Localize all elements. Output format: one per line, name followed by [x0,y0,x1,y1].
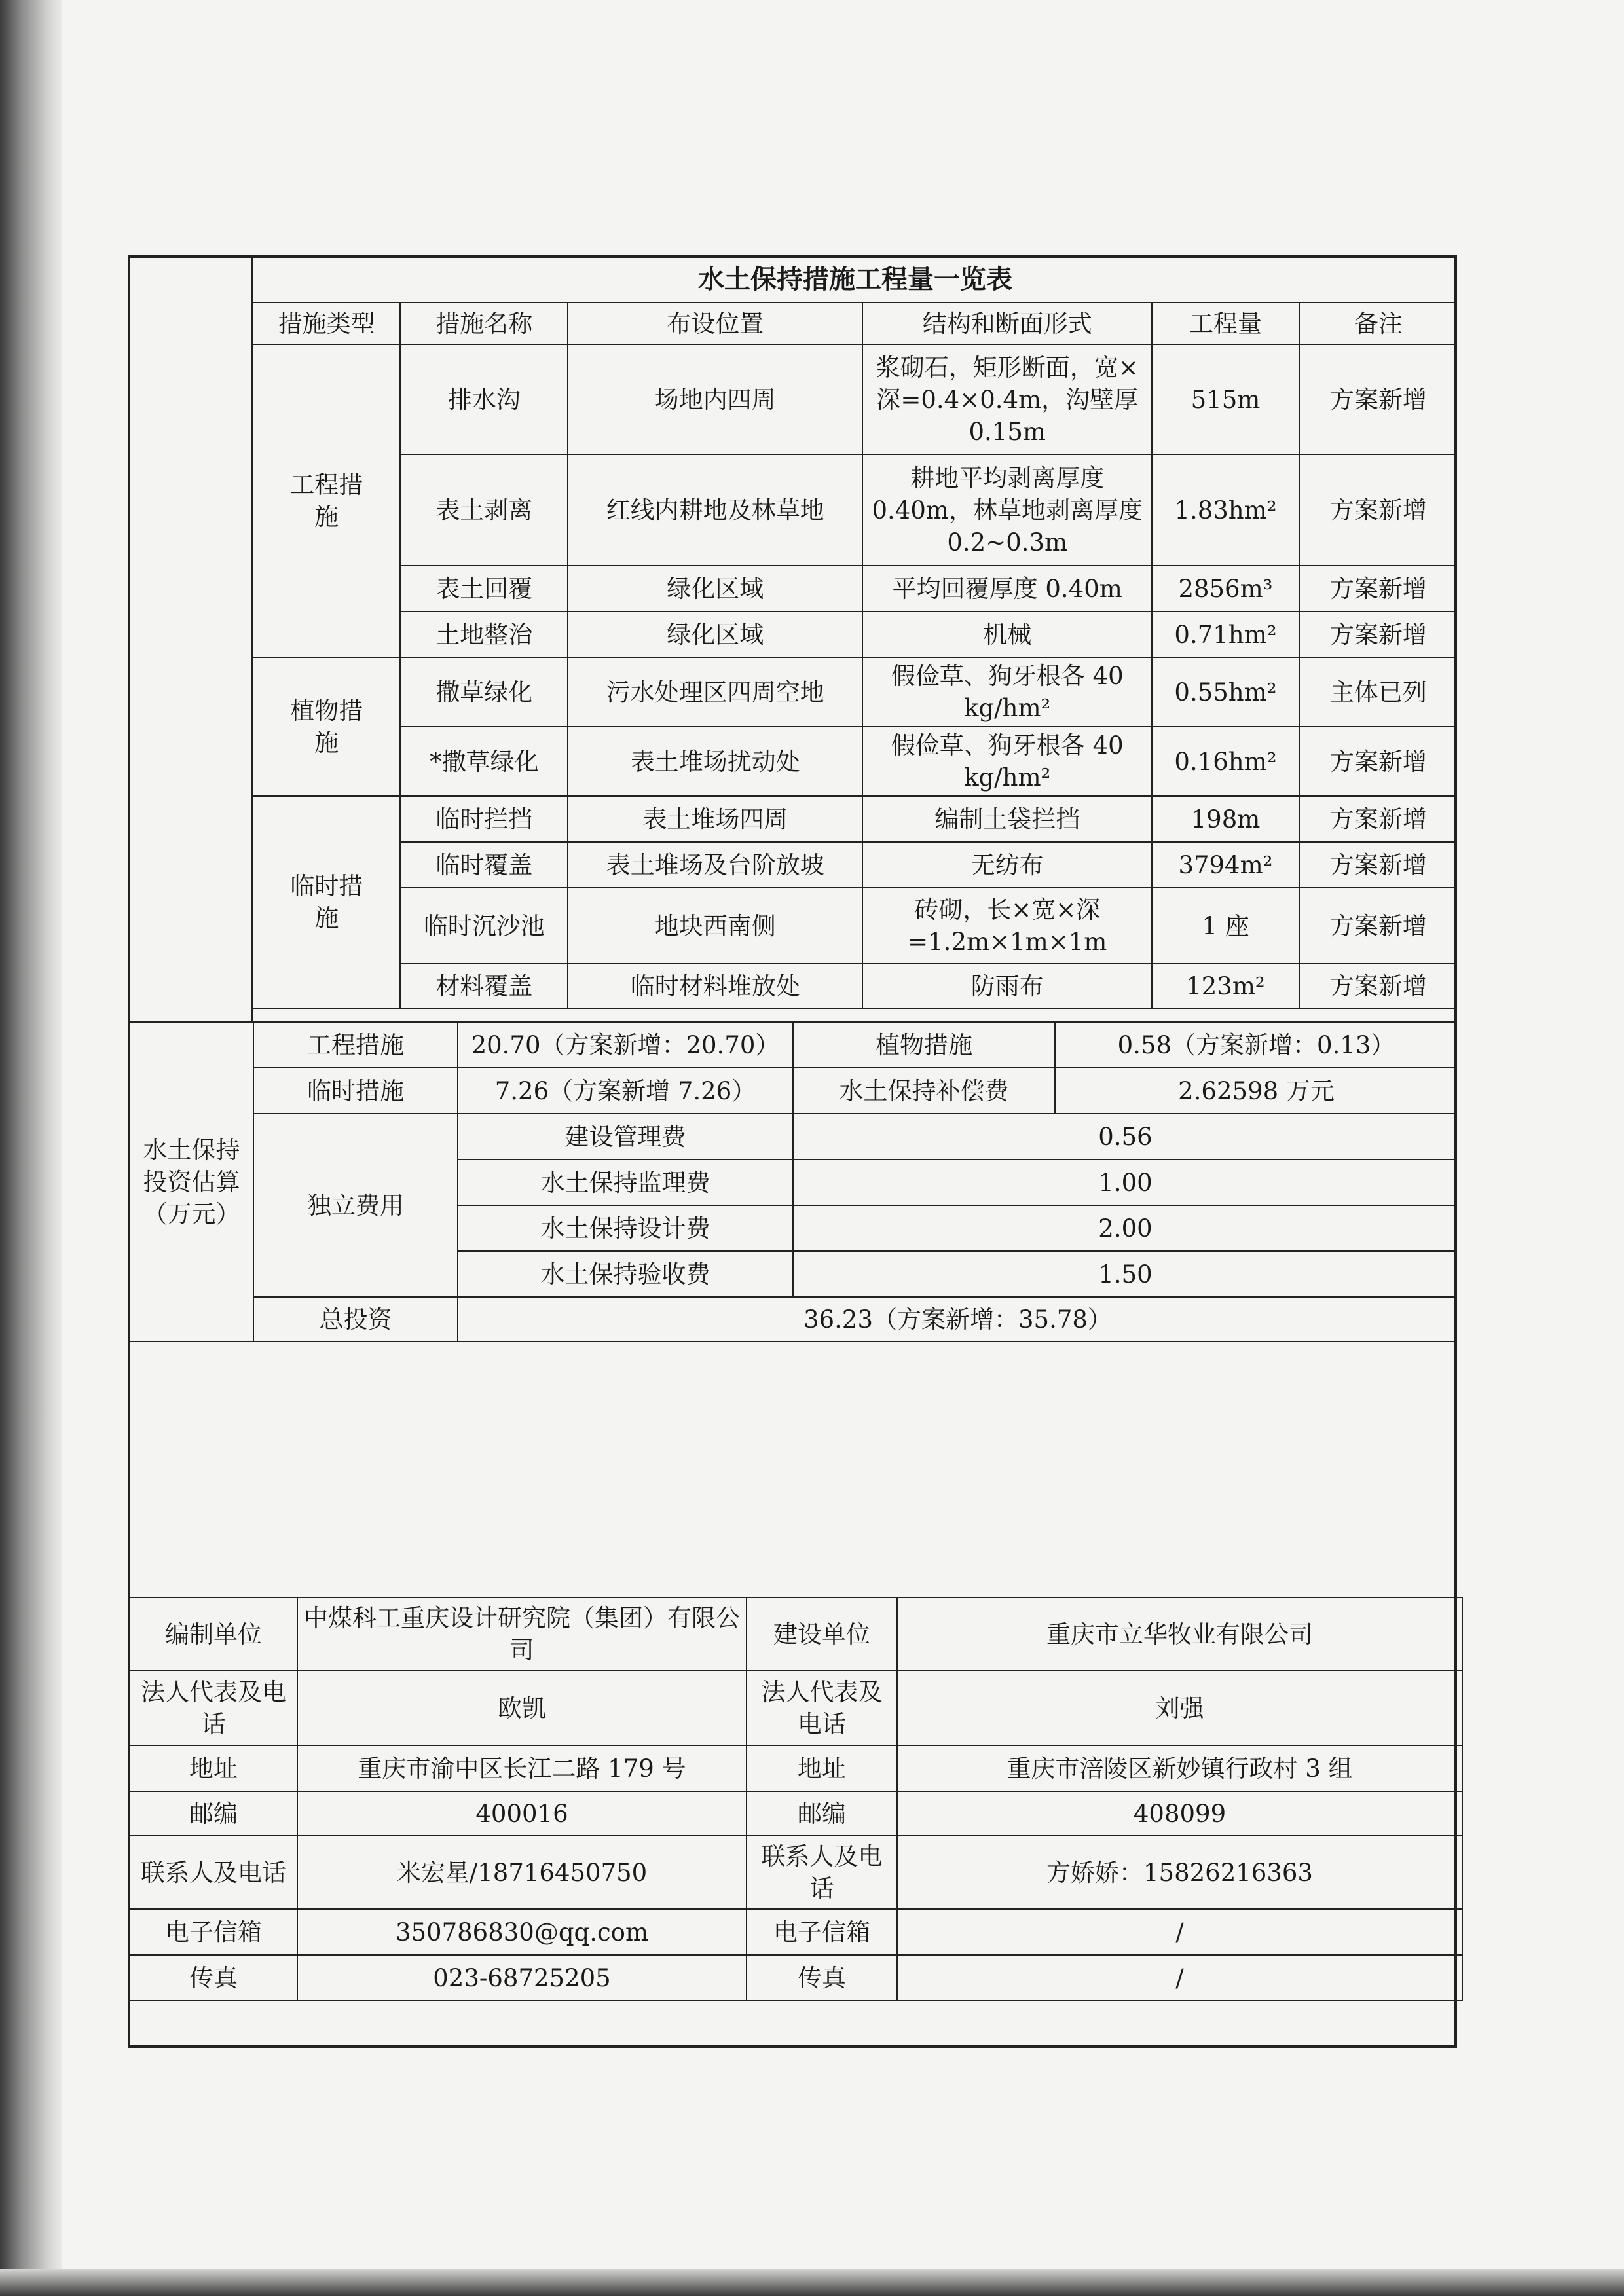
measure-location: 红线内耕地及林草地 [568,454,862,566]
temp-value: 7.26（方案新增 7.26） [458,1068,793,1114]
total-value: 36.23（方案新增：35.78） [458,1297,1457,1341]
build-unit-name: 重庆市立华牧业有限公司 [897,1597,1462,1671]
table-row [253,842,1457,888]
prep-addr: 重庆市渝中区长江二路 179 号 [297,1745,747,1791]
measure-location: 表土堆场及台阶放坡 [568,842,862,888]
measure-name: 排水沟 [400,344,568,454]
header-cell: 工程量 [1152,302,1299,344]
table-row [130,1836,1462,1909]
fee-label: 建设管理费 [458,1114,793,1159]
measure-structure: 浆砌石，矩形断面，宽×深=0.4×0.4m，沟壁厚 0.15m [862,344,1152,454]
header-cell: 结构和断面形式 [862,302,1152,344]
build-fax-label: 传真 [747,1955,897,2001]
measure-note: 方案新增 [1299,964,1457,1008]
measure-name: *撒草绿化 [400,727,568,796]
measure-location: 绿化区域 [568,611,862,657]
fee-value: 0.56 [793,1114,1457,1159]
build-fax: / [897,1955,1462,2001]
measure-location: 临时材料堆放处 [568,964,862,1008]
measure-note: 方案新增 [1299,344,1457,454]
build-email: / [897,1909,1462,1955]
fax-label: 传真 [130,1955,297,2001]
header-cell: 备注 [1299,302,1457,344]
measure-quantity: 515m [1152,344,1299,454]
prep-fax: 023-68725205 [297,1955,747,2001]
group-engineering: 工程措施 [253,344,400,657]
comp-value: 2.62598 万元 [1055,1068,1457,1114]
email-label: 电子信箱 [130,1909,297,1955]
build-contact-label: 联系人及电话 [747,1836,897,1909]
build-zip: 408099 [897,1791,1462,1836]
prep-zip: 400016 [297,1791,747,1836]
measure-note: 方案新增 [1299,454,1457,566]
measure-name: 表土回覆 [400,566,568,611]
total-label: 总投资 [253,1297,458,1341]
table-row [253,454,1457,566]
investment-label: 水土保持投资估算（万元） [130,1022,253,1341]
measure-quantity: 1.83hm² [1152,454,1299,566]
measure-location: 场地内四周 [568,344,862,454]
table-row [253,657,1457,727]
measure-name: 临时拦挡 [400,796,568,842]
fee-value: 1.00 [793,1159,1457,1205]
build-zip-label: 邮编 [747,1791,897,1836]
scan-bottom-shadow [0,2269,1624,2296]
table-title: 水土保持措施工程量一览表 [253,258,1457,302]
left-blank-column [130,258,253,1021]
table-row [130,1068,1457,1114]
measure-structure: 编制土袋拦挡 [862,796,1152,842]
table-row [130,1671,1462,1745]
fee-value: 2.00 [793,1205,1457,1251]
veg-value: 0.58（方案新增：0.13） [1055,1022,1457,1068]
measure-structure: 砖砌，长×宽×深 =1.2m×1m×1m [862,888,1152,964]
build-addr: 重庆市涪陵区新妙镇行政村 3 组 [897,1745,1462,1791]
table-row [253,727,1457,796]
fee-value: 1.50 [793,1251,1457,1297]
measure-name: 撒草绿化 [400,657,568,727]
table-row [253,566,1457,611]
build-legal: 刘强 [897,1671,1462,1745]
zip-label: 邮编 [130,1791,297,1836]
measure-quantity: 0.55hm² [1152,657,1299,727]
fee-label: 水土保持监理费 [458,1159,793,1205]
table-row [253,611,1457,657]
measure-location: 污水处理区四周空地 [568,657,862,727]
measure-note: 方案新增 [1299,611,1457,657]
measure-quantity: 2856m³ [1152,566,1299,611]
header-cell: 布设位置 [568,302,862,344]
header-cell: 措施类型 [253,302,400,344]
prep-email: 350786830@qq.com [297,1909,747,1955]
measure-name: 材料覆盖 [400,964,568,1008]
table-row [253,796,1457,842]
measure-location: 地块西南侧 [568,888,862,964]
measure-structure: 假俭草、狗牙根各 40 kg/hm² [862,657,1152,727]
eng-label: 工程措施 [253,1022,458,1068]
measure-name: 临时覆盖 [400,842,568,888]
table-row [130,1297,1457,1341]
addr-label: 地址 [130,1745,297,1791]
measure-quantity: 123m² [1152,964,1299,1008]
measure-name: 土地整治 [400,611,568,657]
prep-legal: 欧凯 [297,1671,747,1745]
measure-name: 临时沉沙池 [400,888,568,964]
header-cell: 措施名称 [400,302,568,344]
measure-quantity: 0.71hm² [1152,611,1299,657]
measure-note: 方案新增 [1299,566,1457,611]
measure-quantity: 1 座 [1152,888,1299,964]
group-temporary: 临时措施 [253,796,400,1008]
eng-value: 20.70（方案新增：20.70） [458,1022,793,1068]
measure-location: 表土堆场扰动处 [568,727,862,796]
prep-unit-label: 编制单位 [130,1597,297,1671]
measure-quantity: 198m [1152,796,1299,842]
measure-name: 表土剥离 [400,454,568,566]
contact-label: 联系人及电话 [130,1836,297,1909]
table-row [130,1745,1462,1791]
table-row [130,1909,1462,1955]
measure-structure: 耕地平均剥离厚度 0.40m，林草地剥离厚度 0.2~0.3m [862,454,1152,566]
document-page [62,0,1624,2269]
measure-location: 绿化区域 [568,566,862,611]
measure-location: 表土堆场四周 [568,796,862,842]
measure-note: 主体已列 [1299,657,1457,727]
table-row [253,964,1457,1008]
comp-label: 水土保持补偿费 [793,1068,1055,1114]
indep-label: 独立费用 [253,1114,458,1297]
table-row [130,1791,1462,1836]
build-addr-label: 地址 [747,1745,897,1791]
table-row [253,344,1457,454]
measure-structure: 机械 [862,611,1152,657]
table-row [130,1114,1457,1159]
measure-quantity: 0.16hm² [1152,727,1299,796]
build-email-label: 电子信箱 [747,1909,897,1955]
group-vegetation: 植物措施 [253,657,400,796]
investment-table [130,1021,1457,1342]
prep-contact: 米宏星/18716450750 [297,1836,747,1909]
book-binding-shadow [0,0,62,2296]
measures-table [253,258,1457,1009]
measure-structure: 无纺布 [862,842,1152,888]
table-row [253,888,1457,964]
fee-label: 水土保持设计费 [458,1205,793,1251]
table-row [130,1022,1457,1068]
measure-note: 方案新增 [1299,888,1457,964]
table-row [130,1955,1462,2001]
table-row [130,1597,1462,1671]
build-unit-label: 建设单位 [747,1597,897,1671]
temp-label: 临时措施 [253,1068,458,1114]
fee-label: 水土保持验收费 [458,1251,793,1297]
measure-structure: 假俭草、狗牙根各 40 kg/hm² [862,727,1152,796]
measure-quantity: 3794m² [1152,842,1299,888]
measure-structure: 平均回覆厚度 0.40m [862,566,1152,611]
build-contact: 方娇娇：15826216363 [897,1836,1462,1909]
header-row [253,302,1457,344]
veg-label: 植物措施 [793,1022,1055,1068]
prep-unit-name: 中煤科工重庆设计研究院（集团）有限公司 [297,1597,747,1671]
form-sheet [128,255,1457,2048]
units-table [130,1597,1463,2001]
measure-note: 方案新增 [1299,842,1457,888]
build-legal-label: 法人代表及电话 [747,1671,897,1745]
measure-note: 方案新增 [1299,796,1457,842]
legal-label: 法人代表及电话 [130,1671,297,1745]
measure-note: 方案新增 [1299,727,1457,796]
measure-structure: 防雨布 [862,964,1152,1008]
